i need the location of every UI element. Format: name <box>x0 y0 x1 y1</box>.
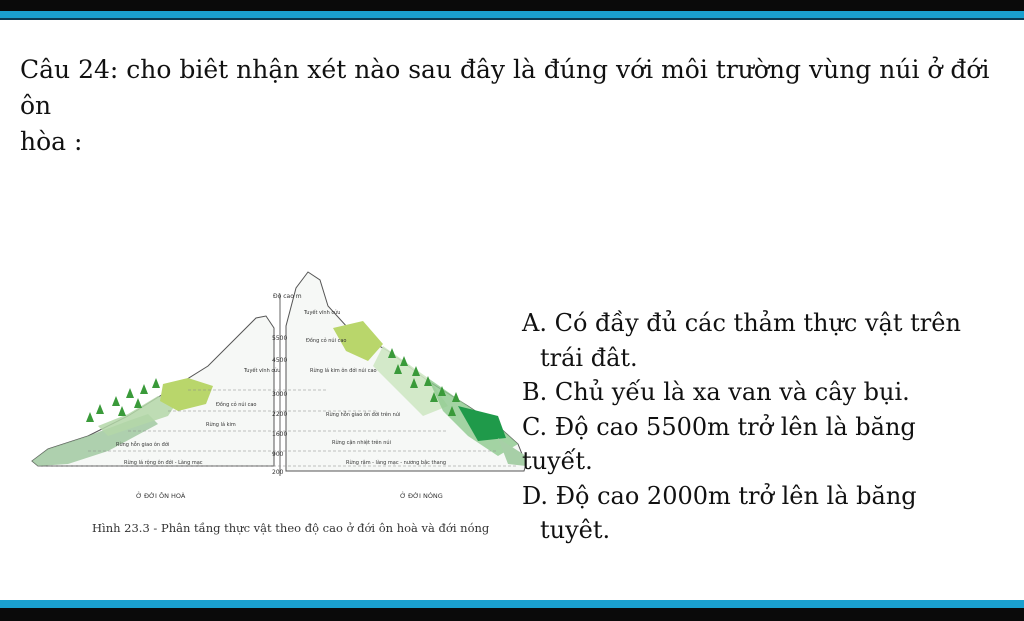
height-4500: 4500 <box>272 357 288 364</box>
right-label-subtropical: Rừng cận nhiệt trên núi <box>332 440 391 446</box>
right-label-rainforest: Rừng rậm - làng mạc - nương bậc thang <box>346 460 447 466</box>
answer-options <box>522 306 992 548</box>
left-label-snow: Tuyết vĩnh cửu <box>244 368 281 374</box>
vegetation-zones-figure <box>28 266 528 526</box>
left-label-broadleaf: Rừng lá rộng ôn đới - Làng mạc <box>124 460 203 466</box>
top-dark-line <box>0 18 1024 20</box>
height-5500: 5500 <box>272 335 288 342</box>
option-a-line-2: trái đât. <box>540 343 638 372</box>
option-c-line-1[interactable]: C. Độ cao 5500m trở lên là băng <box>522 412 916 441</box>
right-label-conifer: Rừng lá kim ôn đới núi cao <box>310 368 377 374</box>
option-c-line-2: tuyết. <box>522 447 593 475</box>
figure-caption: Hình 23.3 - Phân tầng thực vật theo độ cao ở đới ôn hoà và đới nóng <box>92 521 490 535</box>
right-label-mixed: Rừng hỗn giao ôn đới trên núi <box>326 412 401 418</box>
left-label-conifer: Rừng lá kim <box>206 422 236 428</box>
bottom-blue-bar <box>0 600 1024 608</box>
height-900: 900 <box>272 451 284 458</box>
question-line-1: Câu 24: cho biêt nhận xét nào sau đây là đúng với môi trường vùng núi ở đới ôn <box>20 55 990 120</box>
right-zone-name: Ở ĐỚI NÓNG <box>400 492 443 500</box>
mountain-diagram <box>28 266 528 526</box>
option-b[interactable]: B. Chủ yếu là xa van và cây bụi. <box>522 378 910 406</box>
left-label-meadow: Đồng cỏ núi cao <box>216 402 257 408</box>
top-blue-bar <box>0 11 1024 18</box>
right-label-snow: Tuyết vĩnh cửu <box>304 310 341 316</box>
option-a-line-1[interactable]: A. Có đầy đủ các thảm thực vật trên <box>522 309 961 337</box>
axis-title: Độ cao m <box>273 293 302 300</box>
right-label-meadow: Đồng cỏ núi cao <box>306 338 347 344</box>
left-label-mixed: Rừng hỗn giao ôn đới <box>116 442 170 448</box>
height-3000: 3000 <box>272 391 288 398</box>
top-black-bar <box>0 0 1024 11</box>
height-1600: 1600 <box>272 431 288 438</box>
height-2200: 2200 <box>272 411 288 418</box>
left-zone-name: Ở ĐỚI ÔN HOÀ <box>136 492 186 500</box>
height-200: 200 <box>272 469 284 476</box>
option-d-line-1[interactable]: D. Độ cao 2000m trở lên là băng <box>522 481 917 510</box>
question-text <box>20 52 1000 160</box>
bottom-black-bar <box>0 608 1024 621</box>
option-d-line-2: tuyêt. <box>540 516 611 544</box>
question-line-2: hòa : <box>20 127 83 156</box>
